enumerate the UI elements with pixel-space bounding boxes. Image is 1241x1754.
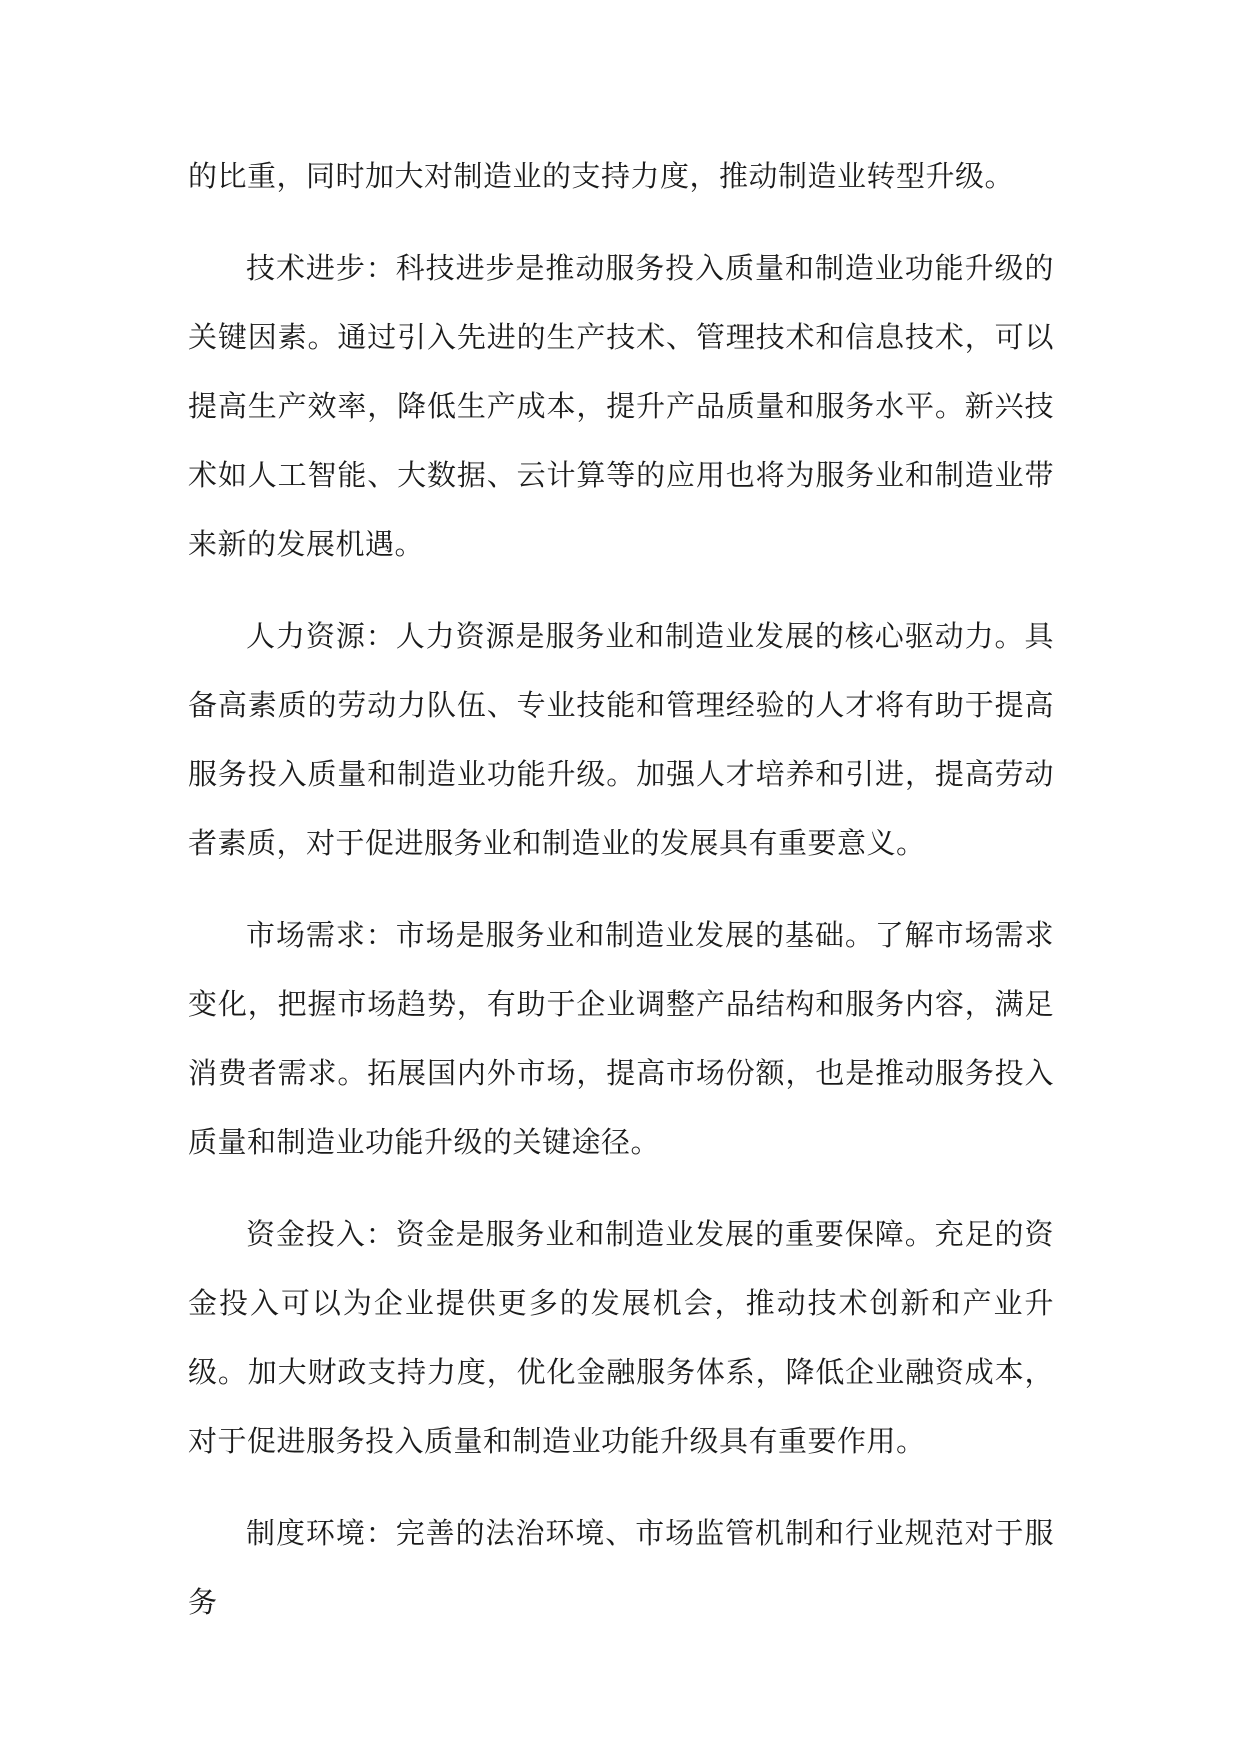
paragraph-technology: 技术进步：科技进步是推动服务投入质量和制造业功能升级的关键因素。通过引入先进的生产技术、管理技术和信息技术，可以提高生产效率，降低生产成本，提升产品质量和服务水平。新兴技术如人工智能、大数据、云计算等的应用也将为服务业和制造业带来新的发展机遇。	[188, 251, 1054, 561]
paragraph-institutional-environment: 制度环境：完善的法治环境、市场监管机制和行业规范对于服务	[188, 1516, 1054, 1619]
paragraph-capital-investment: 资金投入：资金是服务业和制造业发展的重要保障。充足的资金投入可以为企业提供更多的发展机会，推动技术创新和产业升级。加大财政支持力度，优化金融服务体系，降低企业融资成本，对于促进服务投入质量和制造业功能升级具有重要作用。	[188, 1217, 1054, 1458]
paragraph-human-resources: 人力资源：人力资源是服务业和制造业发展的核心驱动力。具备高素质的劳动力队伍、专业技能和管理经验的人才将有助于提高服务投入质量和制造业功能升级。加强人才培养和引进，提高劳动者素质，对于促进服务业和制造业的发展具有重要意义。	[188, 619, 1054, 860]
body-text	[188, 142, 1054, 1660]
paragraph-continuation: 的比重，同时加大对制造业的支持力度，推动制造业转型升级。	[188, 159, 1015, 193]
paragraph-market-demand: 市场需求：市场是服务业和制造业发展的基础。了解市场需求变化，把握市场趋势，有助于企业调整产品结构和服务内容，满足消费者需求。拓展国内外市场，提高市场份额，也是推动服务投入质量和制造业功能升级的关键途径。	[188, 918, 1054, 1159]
